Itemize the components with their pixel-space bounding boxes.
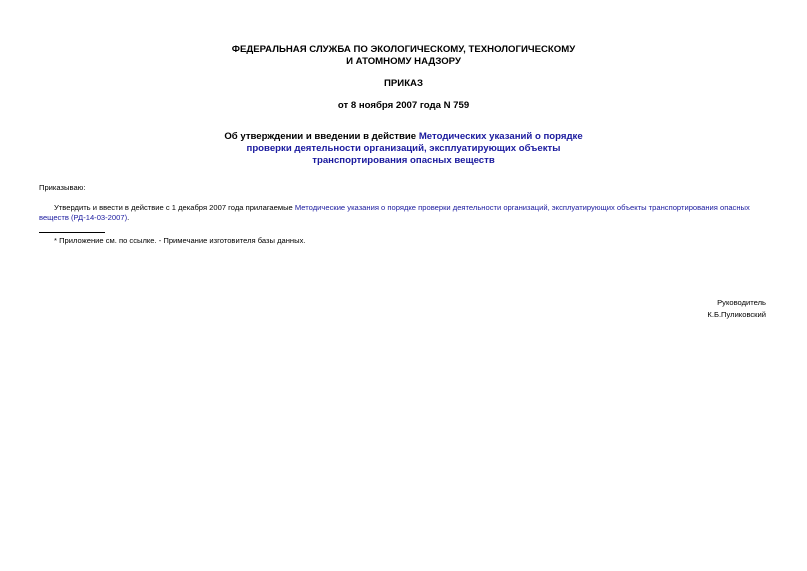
agency-name-line1: ФЕДЕРАЛЬНАЯ СЛУЖБА ПО ЭКОЛОГИЧЕСКОМУ, ТЕХНОЛОГИЧЕСКОМУ bbox=[231, 44, 576, 55]
agency-name-line2: И АТОМНОМУ НАДЗОРУ bbox=[346, 56, 461, 67]
title-link-line1[interactable]: Методических указаний о порядке bbox=[418, 131, 583, 142]
footnote-divider bbox=[39, 232, 105, 233]
title-link-line3[interactable]: транспортирования опасных веществ bbox=[312, 155, 495, 166]
signature-name: К.Б.Пуликовский bbox=[707, 310, 766, 319]
document-title bbox=[150, 131, 657, 167]
signature-block bbox=[707, 297, 766, 321]
approve-link[interactable]: Методические указания о порядке проверки деятельности организаций, эксплуатирующих объекты транспортирования опасных веществ (РД-14-03-2007) bbox=[39, 203, 750, 222]
approve-paragraph bbox=[39, 203, 769, 223]
approve-suffix: . bbox=[127, 213, 130, 222]
document-type: ПРИКАЗ bbox=[384, 78, 423, 89]
order-word: Приказываю: bbox=[39, 183, 86, 192]
title-line1 bbox=[150, 131, 657, 143]
approve-prefix: Утвердить и ввести в действие с 1 декабря 2007 года прилагаемые bbox=[54, 203, 295, 212]
footnote: * Приложение см. по ссылке. - Примечание изготовителя базы данных. bbox=[54, 236, 306, 245]
agency-name bbox=[150, 44, 657, 68]
title-link-line2[interactable]: проверки деятельности организаций, эксплуатирующих объекты bbox=[246, 143, 561, 154]
title-prefix: Об утверждении и введении в действие bbox=[224, 131, 419, 142]
signature-role: Руководитель bbox=[717, 298, 766, 307]
document-date: от 8 ноября 2007 года N 759 bbox=[337, 100, 470, 111]
